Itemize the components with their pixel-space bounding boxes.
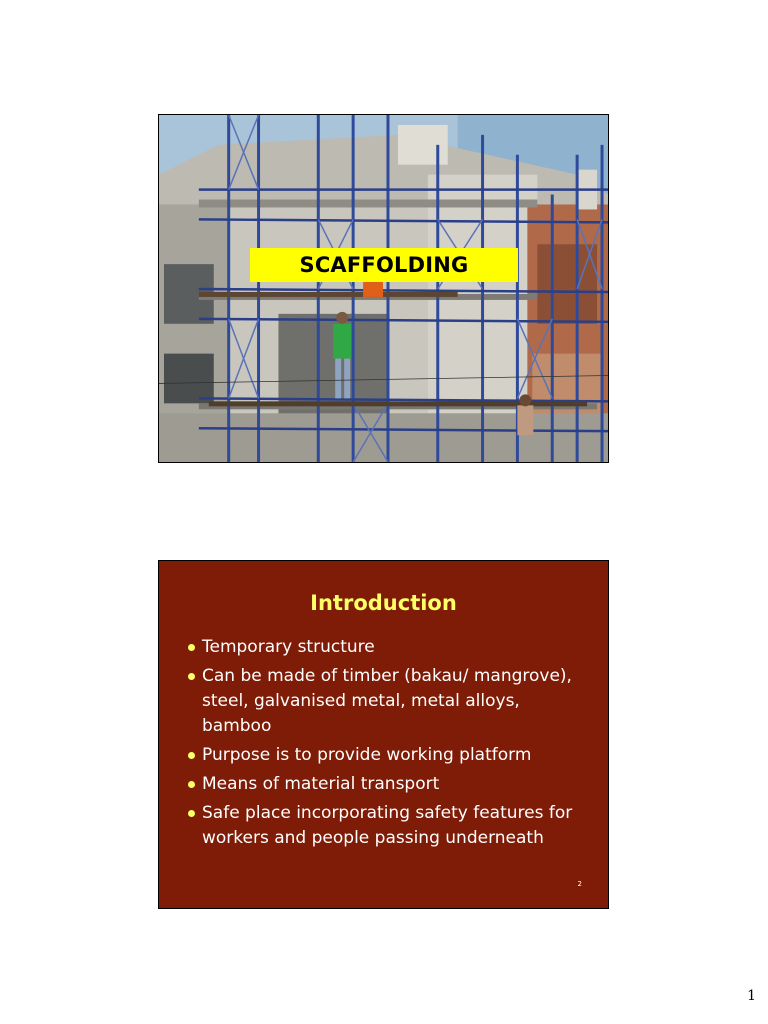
list-item	[187, 743, 587, 768]
page-number: 1	[747, 988, 756, 1004]
bullet-list	[187, 635, 587, 855]
scaffolding-photo	[159, 115, 608, 462]
bullet-icon	[188, 644, 195, 651]
slide-scaffolding-photo	[158, 114, 609, 463]
bullet-icon	[188, 810, 195, 817]
bullet-text: Can be made of timber (bakau/ mangrove), steel, galvanised metal, metal alloys, bamboo	[202, 666, 572, 736]
list-item	[187, 664, 587, 739]
slide-introduction	[158, 560, 609, 909]
bullet-text: Safe place incorporating safety features for workers and people passing underneath	[202, 803, 573, 848]
bullet-icon	[188, 673, 195, 680]
list-item	[187, 801, 587, 851]
bullet-icon	[188, 752, 195, 759]
bullet-icon	[188, 781, 195, 788]
slide-heading: Introduction	[310, 591, 457, 615]
slide-title: SCAFFOLDING	[250, 248, 518, 282]
bullet-text: Temporary structure	[202, 637, 375, 657]
bullet-text: Means of material transport	[202, 774, 440, 794]
bullet-text: Purpose is to provide working platform	[202, 745, 532, 765]
list-item	[187, 772, 587, 797]
slide-number: 2	[577, 880, 582, 888]
list-item	[187, 635, 587, 660]
